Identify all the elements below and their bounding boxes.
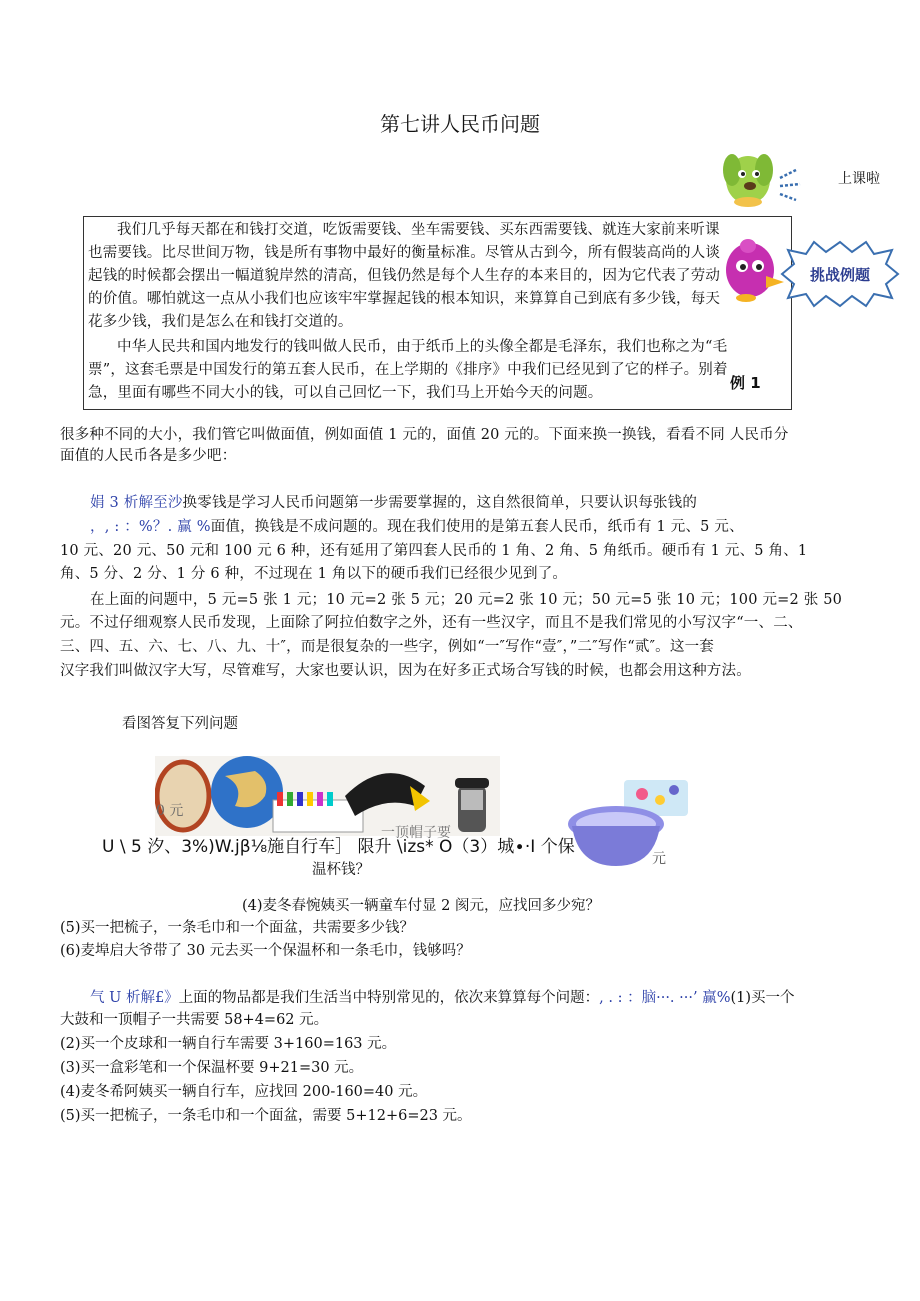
basin-photo (566, 798, 666, 870)
intro-text (88, 219, 728, 405)
intro-paragraph-2: 中华人民共和国内地发行的钱叫做人民币，由于纸币上的头像全都是毛泽东，我们也称之为“毛票”，这套毛票是中国发行的第五套人民币，在上学期的《排序》中我们已经见到了它的样子。别着急，里面有哪些不同大小的钱，可以自己回忆一下，我们马上开始今天的问题。 (88, 339, 728, 401)
analysis-1-line-8: 汉字我们叫做汉字大写，尽管难写，大家也要认识，因为在好多正式场合写钱的时候，也都会用这种方法。 (60, 663, 751, 679)
intro-paragraph-1: 我们几乎每天都在和钱打交道，吃饭需要钱、坐车需要钱、买东西需要钱、就连大家前来听课也需要钱。比尽世间万物，钱是所有事物中最好的衡量标准。尽管从古到今，所有假装高尚的人谈起钱的时候都会摆出一幅道貌岸然的清高，但钱仍然是每个人生存的本来目的，因为它代表了劳动的价值。哪怕就这一点从小我们也应该牢牢掌握起钱的根本知识，来算算自己到底有多少钱，每天花多少钱，我们是怎么在和钱打交道的。 (88, 222, 721, 330)
green-dog-mascot-icon (718, 140, 828, 208)
answer-3: (3)买一盒彩笔和一个保温杯要 9+21=30 元。 (60, 1060, 364, 1076)
analysis-1-line-3: 10 元、20 元、50 元和 100 元 6 种，还有延用了第四套人民币的 1 角、2 角、5 角纸币。硬币有 1 元、5 角、1 (60, 543, 808, 559)
figure-questions-garbled-line: U \ 5 汐、3%)W.jβ⅛施自行车］ 限升 \izs* O（3）城∙·I 个保 (102, 837, 575, 857)
answer-5: (5)买一把梳子，一条毛巾和一个面盆，需要 5+12+6=23 元。 (60, 1108, 472, 1124)
question-4: (4)麦冬春惋姨买一辆童车付显 2 阂元，应找回多少宛？ (242, 898, 600, 914)
answer-2: (2)买一个皮球和一辆自行车需要 3+160=163 元。 (60, 1036, 397, 1052)
pink-chick-mascot-icon (718, 232, 788, 304)
analysis-1-line-7: 三、四、五、六、七、八、九、十″，而是很复杂的一些字，例如“一″写作“壹″，”二″写作“贰″。这一套 (60, 639, 714, 655)
analysis-1-line-5: 在上面的问题中，5 元=5 张 1 元；10 元=2 张 5 元；20 元=2 张 10 元；50 元=5 张 10 元；100 元=2 张 50 (90, 592, 843, 608)
challenge-badge-text: 挑战例题 (809, 266, 870, 284)
price-label-left: 0 元 (156, 803, 184, 819)
analysis-2-lead: 气 U 析解£》 (90, 990, 179, 1006)
analysis-2-line-1: 气 U 析解£》上面的物品都是我们生活当中特别常见的，依次来算算每个问题：, . : ：脑···. ···’ 赢%(1)买一个 (90, 990, 795, 1006)
analysis-2-line-2: 大鼓和一顶帽子一共需要 58+4=62 元。 (60, 1012, 329, 1028)
answer-4: (4)麦冬希阿姨买一辆自行车，应找回 200-160=40 元。 (60, 1084, 428, 1100)
figure-caption: 看图答复下列问题 (122, 716, 238, 732)
class-starting-label: 上课啦 (838, 171, 880, 187)
question-6: (6)麦埠启大爷带了 30 元去买一个保温杯和一条毛巾，钱够吗？ (60, 943, 471, 959)
basin-price-label: 元 (652, 851, 666, 867)
page-title: 第七讲人民币问题 (380, 112, 540, 136)
analysis-1-line-4: 角、5 分、2 分、1 分 6 种，不过现在 1 角以下的硬币我们已经很少见到了。 (60, 566, 568, 582)
example-1-label: 例 1 (730, 374, 761, 392)
analysis-1-lead: 娟 3 析解至沙 (90, 495, 183, 511)
question-5: (5)买一把梳子，一条毛巾和一个面盆，共需要多少钱？ (60, 920, 415, 936)
denomination-line-1: 很多种不同的大小，我们管它叫做面值，例如面值 1 元的，面值 20 元的。下面来换一换钱，看看不同 人民币分 (60, 427, 789, 443)
figure-questions-garbled-line-2: 温杯钱？ (312, 862, 370, 878)
analysis-1-line-2: ，, : ：%？. 赢 %面值，换钱是不成问题的。现在我们使用的是第五套人民币，纸币有 1 元、5 元、 (90, 519, 744, 535)
analysis-1-line-6: 元。不过仔细观察人民币发现，上面除了阿拉伯数字之外，还有一些汉字，而且不是我们常见的小写汉字“一、二、 (60, 615, 803, 631)
denomination-line-2: 面值的人民币各是多少吧： (60, 448, 237, 464)
challenge-badge (780, 240, 900, 308)
analysis-1-line-1: 娟 3 析解至沙换零钱是学习人民币问题第一步需要掌握的，这自然很简单，只要认识每张钱的 (90, 495, 698, 511)
hat-label: 一顶帽子要 (381, 825, 451, 841)
